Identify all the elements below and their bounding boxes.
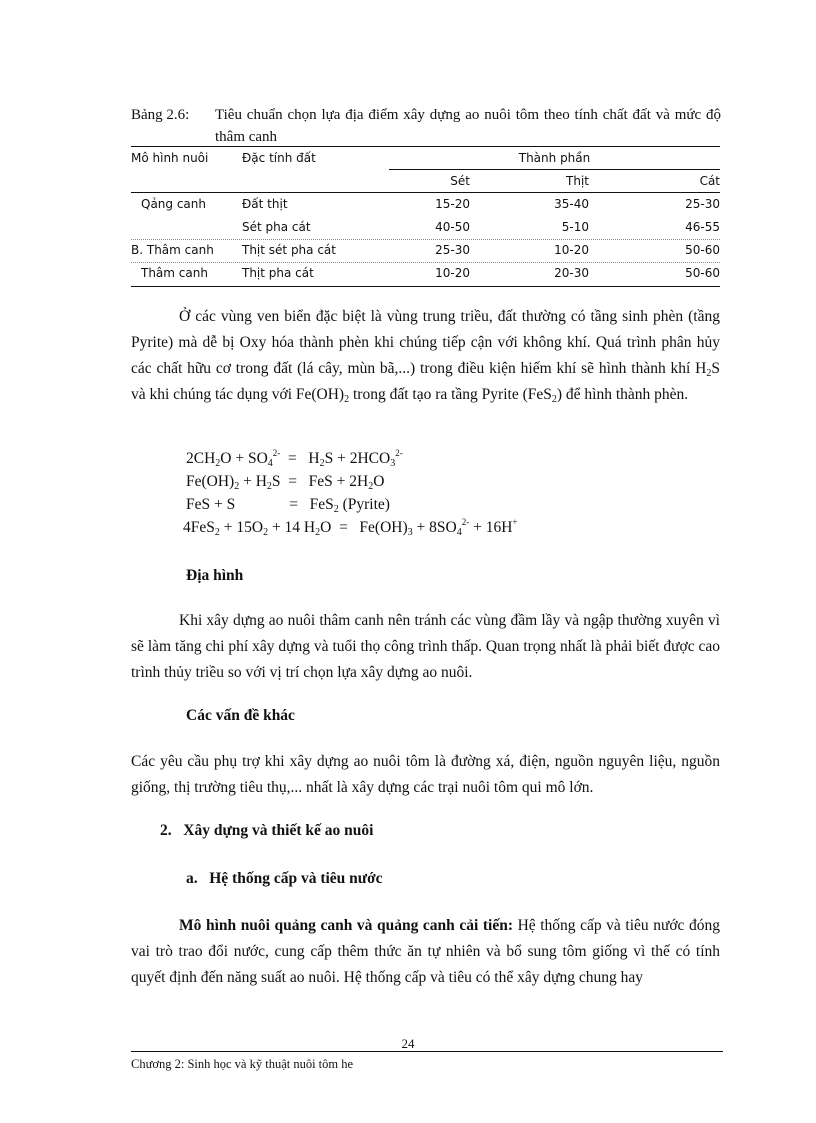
paragraph-dia-hinh	[131, 608, 720, 686]
para1-part1: Ở các vùng ven biển đặc biệt là vùng trung triều, đất thường có tầng sinh phèn (tầng Pyrite) mà dễ bị Oxy hóa thành phèn khi chúng tiếp cận với không khí. Quá trình phân hủy các chất hữu cơ trong đất (lá cây, mùn bã,...) trong điều kiện hiếm khí sẽ hình thành khí H	[131, 308, 720, 377]
paragraph-van-de-khac	[131, 749, 720, 801]
row1-set: 15-20	[435, 197, 470, 211]
equation-3: FeS + S = FeS$_2$ (Pyrite)	[186, 496, 390, 515]
para-khac-text: Các yêu cầu phụ trợ khi xây dựng ao nuôi tôm là đường xá, điện, nguồn nguyên liệu, nguồn giống, thị trường tiêu thụ,... nhất là xây dựng các trại nuôi tôm qui mô lớn.	[131, 753, 720, 796]
para1-sub2: 2	[344, 394, 350, 405]
para-last-bold: Mô hình nuôi quảng canh và quảng canh cải tiến:	[179, 917, 514, 934]
heading-section-2a: a. Hệ thống cấp và tiêu nước	[186, 870, 383, 887]
equation-1: $2CH_2O + SO_4^{2-} = H_2S + 2HCO_3^{2-}$	[186, 448, 403, 469]
row1-thit: 35-40	[554, 197, 589, 211]
para1-sub1: 2	[706, 368, 712, 379]
heading-van-de-khac: Các vấn đề khác	[186, 707, 295, 724]
table-bottom-rule	[131, 286, 720, 287]
row3-soil: Thịt sét pha cát	[242, 243, 336, 257]
header-thit: Thịt	[566, 174, 589, 188]
row2-thit: 5-10	[561, 220, 589, 234]
footer-rule	[131, 1051, 723, 1052]
header-cat: Cát	[699, 174, 720, 188]
para1-part4: ) để hình thành phèn.	[556, 386, 689, 403]
para-dia-hinh-text: Khi xây dựng ao nuôi thâm canh nên tránh các vùng đầm lầy và ngập thường xuyên vì sẽ làm tăng chi phí xây dựng và tuổi thọ công trình thấp. Quan trọng nhất là phải biết được cao trình thủy triều so với vị trí chọn lựa xây dựng ao nuôi.	[131, 612, 720, 681]
page-number: 24	[401, 1036, 415, 1051]
footer-chapter: Chương 2: Sinh học và kỹ thuật nuôi tôm he	[131, 1057, 354, 1071]
row4-model: Thâm canh	[141, 266, 208, 280]
row2-set: 40-50	[435, 220, 470, 234]
row2-soil: Sét pha cát	[242, 220, 311, 234]
row1-soil: Đất thịt	[242, 197, 288, 211]
header-set: Sét	[450, 174, 470, 188]
para1-part2: S và khi chúng tác dụng với Fe(OH)	[131, 360, 720, 403]
row2-cat: 46-55	[685, 220, 720, 234]
paragraph-pyrite	[131, 304, 720, 408]
para-last-text: Hệ thống cấp và tiêu nước đóng vai trò trao đổi nước, cung cấp thêm thức ăn tự nhiên và bổ sung tôm giống vì thế có tính quyết định đến năng suất ao nuôi. Hệ thống cấp và tiêu có thể xây dựng chung hay	[131, 917, 720, 986]
para1-sub3: 2	[551, 394, 557, 405]
row-divider	[131, 239, 720, 240]
header-model: Mô hình nuôi	[131, 151, 209, 165]
row3-model: B. Thâm canh	[131, 243, 214, 257]
row1-model: Qảng canh	[141, 197, 206, 211]
equation-4: $4FeS_2 + 15O_2 + 14$ $H_2O = Fe(OH)_3 + 8SO_4^{2-} + 16H^+$	[183, 517, 518, 538]
header-composition: Thành phần	[518, 151, 591, 165]
header-group-rule	[389, 169, 720, 170]
row4-thit: 20-30	[554, 266, 589, 280]
table-caption-label: Bảng 2.6:	[131, 107, 190, 123]
row4-soil: Thịt pha cát	[242, 266, 314, 280]
row3-set: 25-30	[435, 243, 470, 257]
header-soil: Đặc tính đất	[242, 151, 316, 165]
row4-set: 10-20	[435, 266, 470, 280]
row3-cat: 50-60	[685, 243, 720, 257]
table-caption-text: Tiêu chuẩn chọn lựa địa điểm xây dựng ao nuôi tôm theo tính chất đất và mức độ thâm canh	[215, 107, 721, 145]
row4-cat: 50-60	[685, 266, 720, 280]
table-top-rule	[131, 146, 720, 147]
heading-dia-hinh: Địa hình	[186, 567, 244, 584]
heading-section-2: 2. Xây dựng và thiết kế ao nuôi	[160, 822, 374, 839]
para1-part3: trong đất tạo ra tầng Pyrite (FeS	[349, 386, 552, 403]
equation-2: $Fe(OH)_2 + H_2S$ = FeS + $2H_2O$	[186, 473, 385, 492]
header-bottom-rule	[131, 192, 720, 193]
row-divider	[131, 262, 720, 263]
row3-thit: 10-20	[554, 243, 589, 257]
paragraph-quang-canh	[131, 913, 720, 991]
row1-cat: 25-30	[685, 197, 720, 211]
